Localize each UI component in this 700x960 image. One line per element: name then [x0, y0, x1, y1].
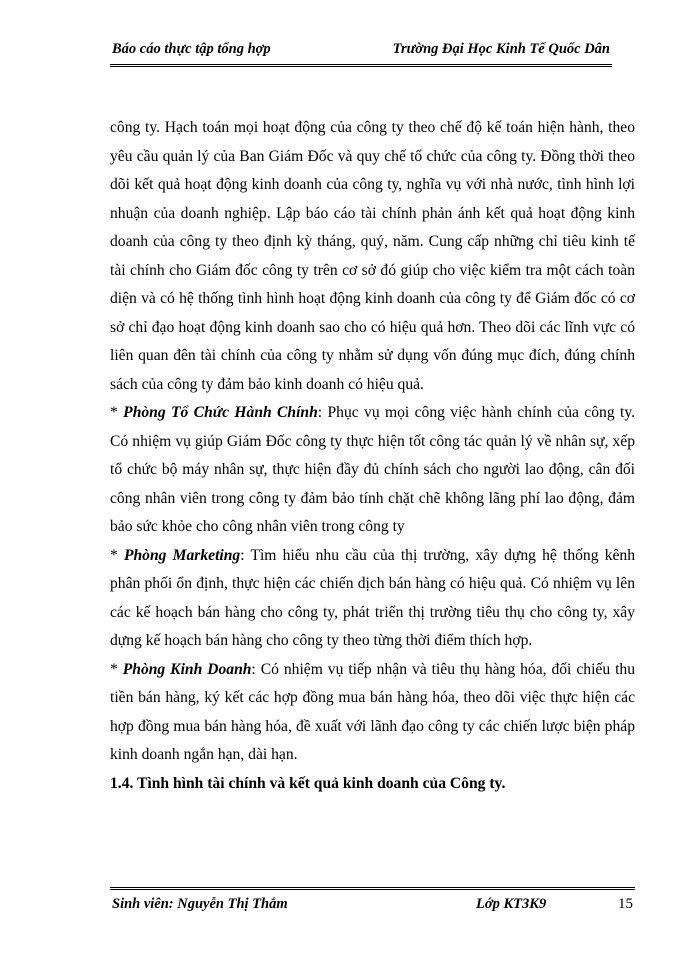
paragraph-accounting-text: công ty. Hạch toán mọi hoạt động của công ty theo chế độ kế toán hiện hành, theo yêu cầu quản lý của Ban Giám Đốc và quy chế tổ chức của công ty. Đồng thời theo dõi kết quả hoạt động kinh doanh của công ty, nghĩa vụ với nhà nước, tình hình lợi nhuận của doanh nghiệp. Lập báo cáo tài chính phản ánh kết quả hoạt động kinh doanh của công ty theo định kỳ tháng, quý, năm. Cung cấp những chỉ tiêu kinh tế tài chính cho Giám đốc công ty trên cơ sở đó giúp cho việc kiểm tra một cách toàn diện và có hệ thống tình hình hoạt động kinh doanh của công ty để Giám đốc có cơ sở chỉ đạo hoạt động kinh doanh sao cho có hiệu quả hơn. Theo dõi các lĩnh vực có liên quan đên tài chính của công ty nhằm sử dụng vốn đúng mục đích, đúng chính sách của công ty đảm bảo kinh doanh có hiệu quả. [110, 119, 635, 393]
marketing-dept-text: : Tìm hiểu nhu cầu của thị trường, xây dựng hệ thống kênh phân phối ổn định, thực hiện các chiến dịch bán hàng có hiệu quả. Có nhiệm vụ lên các kế hoạch bán hàng cho công ty, phát triển thị trường tiêu thụ cho công ty, xây dựng kế hoạch bán hàng cho công ty theo từng thời điểm thích hợp. [110, 546, 636, 649]
paragraph-accounting [110, 114, 635, 399]
header-university: Trường Đại Học Kinh Tế Quốc Dân [392, 41, 610, 57]
page-footer [110, 887, 635, 920]
paragraph-admin-dept [110, 399, 635, 542]
page-header [110, 38, 612, 67]
page-number: 15 [618, 896, 633, 912]
footer-student-name: Sinh viên: Nguyễn Thị Thắm [112, 896, 288, 912]
marketing-bullet: * [110, 546, 124, 564]
admin-dept-heading: Phòng Tổ Chức Hành Chính [123, 404, 318, 421]
sales-bullet: * [110, 660, 123, 678]
header-report-title: Báo cáo thực tập tổng hợp [112, 41, 271, 57]
section-heading-1-4: 1.4. Tình hình tài chính và kết quả kinh doanh của Công ty. [110, 774, 506, 792]
paragraph-sales-dept [110, 656, 635, 770]
admin-bullet: * [110, 404, 124, 421]
admin-dept-text: : Phục vụ mọi công việc hành chính của công ty. Có nhiệm vụ giúp Giám Đốc công ty thực hiện tốt công tác quản lý về nhân sự, xếp tổ chức bộ máy nhân sự, thực hiện đầy đủ chính sách cho người lao động, cân đối công nhân viên trong công ty đảm bảo tính chặt chẽ không lãng phí lao động, đảm bảo sức khỏe cho công nhân viên trong công ty [110, 404, 635, 535]
marketing-dept-heading: Phòng Marketing [123, 546, 241, 564]
paragraph-marketing-dept [110, 542, 635, 656]
sales-dept-text: : Có nhiệm vụ tiếp nhận và tiêu thụ hàng hóa, đối chiếu thu tiền bán hàng, ký kết các hợp đồng mua bán hàng hóa, theo dõi việc thực hiện các hợp đồng mua bán hàng hóa, đề xuất với lãnh đạo công ty các chiến lược biện pháp kinh doanh ngắn hạn, dài hạn. [110, 660, 635, 763]
sales-dept-heading: Phòng Kinh Doanh [122, 660, 252, 678]
document-body [110, 114, 635, 798]
footer-class: Lớp KT3K9 [476, 896, 547, 912]
